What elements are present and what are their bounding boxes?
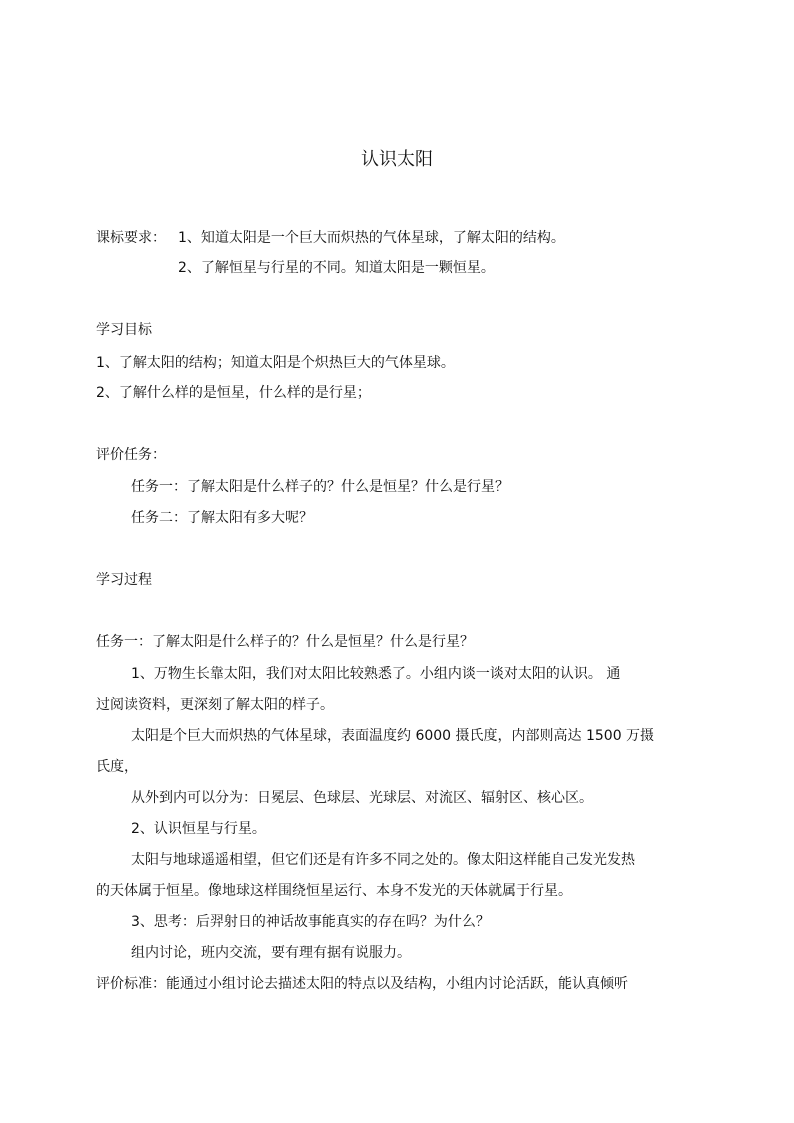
evaluation-criteria: 评价标准：能通过小组讨论去描述太阳的特点以及结构，小组内讨论活跃，能认真倾听	[96, 976, 628, 992]
standards-item-1: 1、知道太阳是一个巨大而炽热的气体星球，了解太阳的结构。	[178, 230, 565, 246]
paragraph-5-line-1: 太阳与地球遥遥相望，但它们还是有许多不同之处的。像太阳这样能自己发光发热	[131, 852, 635, 868]
objectives-item-2: 2、了解什么样的是恒星，什么样的是行星；	[96, 385, 371, 401]
process-heading: 学习过程	[96, 572, 152, 588]
paragraph-4: 2、认识恒星与行星。	[131, 821, 266, 837]
paragraph-7: 组内讨论，班内交流，要有理有据有说服力。	[131, 945, 411, 961]
evaluation-task-1: 任务一：了解太阳是什么样子的？什么是恒星？什么是行星？	[131, 479, 509, 495]
evaluation-task-2: 任务二：了解太阳有多大呢？	[131, 510, 313, 526]
evaluation-heading: 评价任务：	[96, 447, 166, 463]
paragraph-1-line-1: 1、万物生长靠太阳，我们对太阳比较熟悉了。小组内谈一谈对太阳的认识。 通	[131, 666, 621, 682]
paragraph-2-line-1: 太阳是个巨大而炽热的气体星球，表面温度约 6000 摄氏度，内部则高达 1500 万摄	[131, 728, 655, 744]
paragraph-6: 3、思考：后羿射日的神话故事能真实的存在吗？为什么？	[131, 914, 490, 930]
paragraph-1-line-2: 过阅读资料，更深刻了解太阳的样子。	[96, 697, 334, 713]
process-task-1-heading: 任务一：了解太阳是什么样子的？什么是恒星？什么是行星？	[96, 634, 474, 650]
standards-item-2: 2、了解恒星与行星的不同。知道太阳是一颗恒星。	[178, 260, 495, 276]
objectives-heading: 学习目标	[96, 322, 152, 338]
paragraph-2-line-2: 氏度，	[96, 759, 138, 775]
standards-label: 课标要求：	[96, 230, 166, 246]
document-title: 认识太阳	[361, 149, 433, 170]
paragraph-5-line-2: 的天体属于恒星。像地球这样围绕恒星运行、本身不发光的天体就属于行星。	[96, 883, 572, 899]
objectives-item-1: 1、了解太阳的结构；知道太阳是个炽热巨大的气体星球。	[96, 355, 455, 371]
paragraph-3: 从外到内可以分为：日冕层、色球层、光球层、对流区、辐射区、核心区。	[131, 790, 593, 806]
